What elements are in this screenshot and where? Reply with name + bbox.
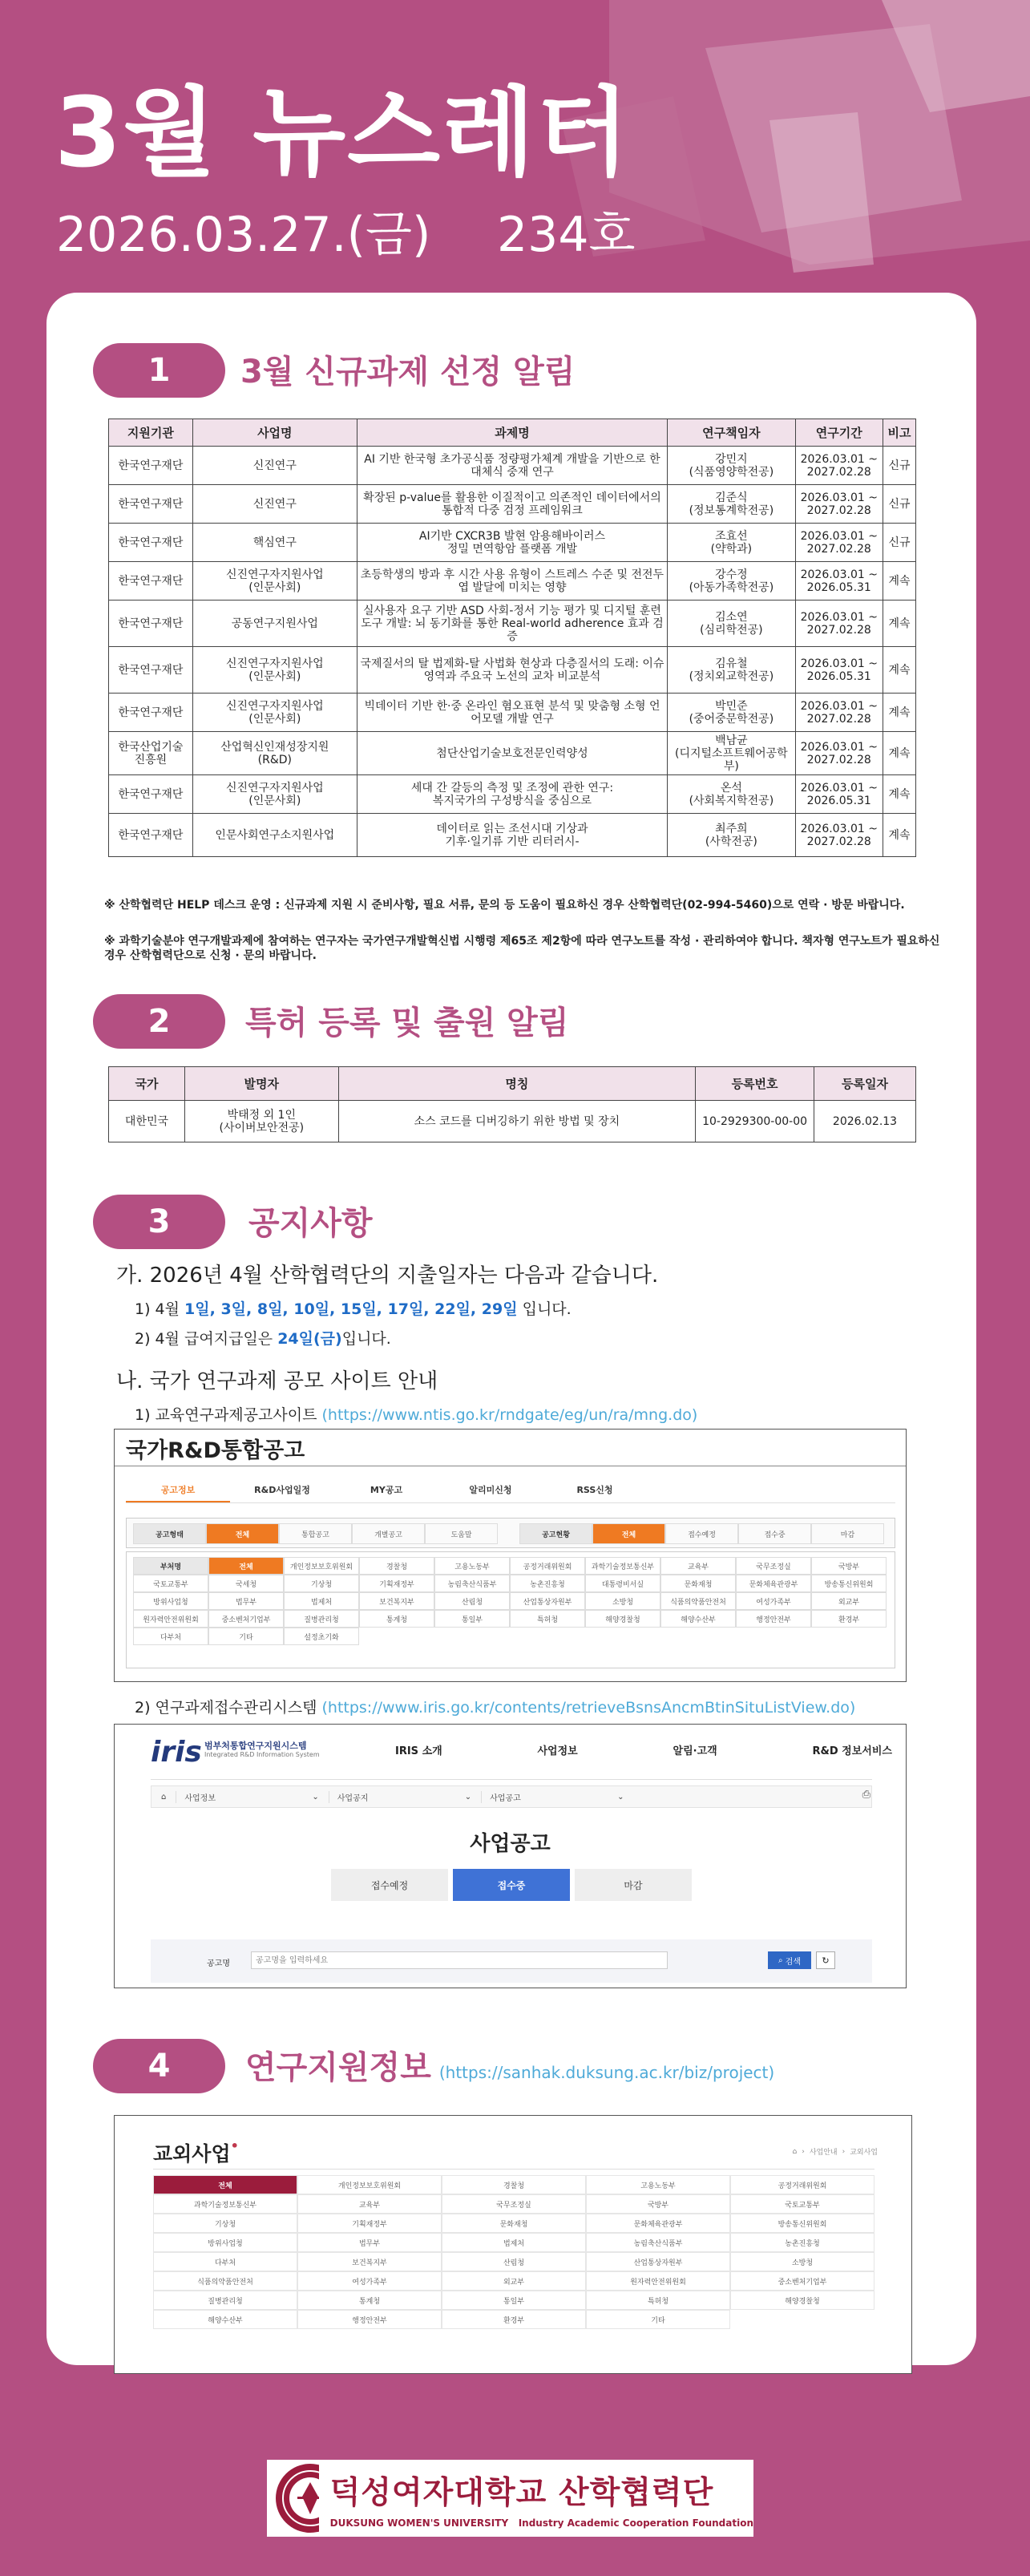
iris-breadcrumb [151,1785,872,1808]
cell-org: 한국연구재단 [109,524,193,562]
ntis-ministry-option[interactable]: 법제처 [284,1592,359,1610]
cell-pi: 백남균 (디지털소프트웨어공학부) [668,732,795,775]
duksung-category[interactable]: 외교부 [442,2271,586,2291]
notice-na: 나. 국가 연구과제 공모 사이트 안내 [116,1369,438,1393]
duksung-category[interactable]: 법무부 [297,2233,442,2252]
duksung-category[interactable]: 통계청 [297,2291,442,2310]
section-1-title: 3월 신규과제 선정 알림 [240,354,576,390]
cell-title: 확장된 p-value를 활용한 이질적이고 의존적인 데이터에서의 통합적 다중 검정 프레임워크 [357,485,667,524]
ntis-filter-option[interactable]: 도움말 [425,1523,498,1544]
iris-status-tabs [331,1869,692,1901]
duksung-category[interactable]: 기상청 [153,2214,297,2233]
duksung-category[interactable]: 행정안전부 [297,2310,442,2329]
ntis-ministry-option[interactable]: 국방부 [811,1557,887,1575]
cell-program: 인문사회연구소지원사업 [192,814,357,857]
ntis-tab[interactable]: 알리미신청 [469,1485,512,1495]
duksung-screenshot [114,2115,912,2374]
table-header-row [109,419,916,447]
ntis-ministry-option[interactable]: 해양수산부 [660,1610,736,1628]
ntis-ministry-option[interactable]: 중소벤처기업부 [208,1610,284,1628]
cell-note: 계속 [883,647,915,694]
notice-ga: 가. 2026년 4월 산학협력단의 지출일자는 다음과 같습니다. [116,1264,659,1288]
cell-country: 대한민국 [109,1101,185,1142]
duksung-category[interactable]: 공정거래위원회 [730,2175,874,2194]
column-header: 명칭 [338,1067,695,1101]
duksung-category[interactable]: 원자력안전위원회 [586,2271,730,2291]
newsletter-issue: 234호 [497,207,636,263]
cell-period: 2026.03.01 ~ 2026.05.31 [795,647,883,694]
cell-name: 소스 코드를 디버깅하기 위한 방법 및 장치 [338,1101,695,1142]
cell-org: 한국연구재단 [109,562,193,601]
cell-inventor: 박태정 외 1인 (사이버보안전공) [184,1101,338,1142]
cell-title: 빅데이터 기반 한·중 온라인 혐오표현 분석 및 맞춤형 소형 언어모델 개발 연구 [357,694,667,732]
cell-program: 공동연구지원사업 [192,601,357,647]
ntis-ministry-option[interactable]: 질병관리청 [284,1610,359,1628]
duksung-category[interactable]: 보건복지부 [297,2252,442,2271]
ntis-ministry-option[interactable]: 교육부 [660,1557,736,1575]
iris-logo: iris [151,1736,202,1769]
duksung-category[interactable]: 기획재정부 [297,2214,442,2233]
column-header: 지원기관 [109,419,193,447]
cell-period: 2026.03.01 ~ 2027.02.28 [795,814,883,857]
ntis-ministry-option[interactable]: 산림청 [434,1592,510,1610]
ntis-ministry-option[interactable]: 고용노동부 [434,1557,510,1575]
ntis-ministry-option[interactable]: 국무조정실 [736,1557,811,1575]
patent-header-row [109,1067,916,1101]
iris-tab[interactable]: 마감 [575,1869,692,1901]
cell-program: 신진연구자지원사업 (인문사회) [192,775,357,814]
cell-period: 2026.03.01 ~ 2027.02.28 [795,485,883,524]
ntis-ministry-option[interactable]: 방송통신위원회 [811,1575,887,1592]
cell-note: 계속 [883,601,915,647]
duksung-category[interactable]: 전체 [153,2175,297,2194]
duksung-category[interactable]: 산림청 [442,2252,586,2271]
ntis-filter-option[interactable]: 개별공고 [352,1523,425,1544]
ntis-ministry-option[interactable]: 여성가족부 [736,1592,811,1610]
iris-search-button[interactable] [768,1951,811,1969]
newsletter-title: 3월 뉴스레터 [55,78,631,189]
iris-logo-sub: 범부처통합연구지원시스템 [204,1741,307,1751]
ntis-ministry-option[interactable]: 문화재청 [660,1575,736,1592]
section-4-number: 4 [93,2039,225,2093]
refresh-icon[interactable]: ↻ [816,1951,835,1969]
iris-search-input[interactable] [251,1951,668,1969]
search-icon: ⌕ [778,1955,786,1965]
newsletter-date: 2026.03.27.(금) [56,207,431,263]
ntis-ministry-option[interactable]: 국세청 [208,1575,284,1592]
duksung-category[interactable]: 여성가족부 [297,2271,442,2291]
duksung-category[interactable]: 국무조정실 [442,2194,586,2214]
duksung-divider [153,2169,874,2170]
iris-menu-item[interactable]: 사업정보 [537,1745,578,1757]
help-desk-note: ※ 산학협력단 HELP 데스크 운영 : 신규과제 지원 시 준비사항, 필요 서류, 문의 등 도움이 필요하신 경우 산학협력단(02-994-5460)으로 연락 · 방문 바랍니다. [104,899,905,912]
ntis-ministry-option[interactable]: 보건복지부 [359,1592,434,1610]
chevron-down-icon[interactable]: ⌄ [617,1792,624,1802]
chevron-down-icon[interactable]: ⌄ [312,1792,319,1802]
column-header: 등록일자 [814,1067,916,1101]
notice-item-2-suffix: 입니다. [341,1330,391,1348]
section-4-title [245,2042,774,2088]
cell-date: 2026.02.13 [814,1101,916,1142]
cell-org: 한국연구재단 [109,601,193,647]
duksung-category[interactable]: 방위사업청 [153,2233,297,2252]
duksung-breadcrumb-item[interactable]: 교외사업 [850,2149,878,2157]
iris-divider [151,1779,872,1780]
ntis-ministry-option[interactable]: 식품의약품안전처 [660,1592,736,1610]
cell-title: 데이터로 읽는 조선시대 기상과 기후·일기류 기반 리터러시- [357,814,667,857]
cell-program: 신진연구자지원사업 (인문사회) [192,562,357,601]
table-row [109,562,916,601]
duksung-category[interactable]: 국방부 [586,2194,730,2214]
duksung-emblem-icon [272,2461,319,2535]
cell-pi: 김소연 (심리학전공) [668,601,795,647]
column-header: 연구기간 [795,419,883,447]
table-row [109,732,916,775]
ntis-ministry-option[interactable]: 기타 [208,1628,284,1645]
duksung-category[interactable]: 문화체육관광부 [586,2214,730,2233]
cell-note: 계속 [883,732,915,775]
ntis-ministry-option[interactable]: 특허청 [510,1610,585,1628]
column-header: 비고 [883,419,915,447]
ntis-filter-option[interactable]: 전체 [206,1523,279,1544]
duksung-category[interactable]: 고용노동부 [586,2175,730,2194]
iris-main-menu [395,1742,892,1757]
ntis-ministry-option[interactable]: 행정안전부 [736,1610,811,1628]
column-header: 사업명 [192,419,357,447]
expense-dates: 1일, 3일, 8일, 10일, 15일, 17일, 22일, 29일 [184,1300,518,1318]
notice-item-2-prefix: 2) 4월 급여지급일은 [135,1330,278,1348]
column-header: 발명자 [184,1067,338,1101]
cell-period: 2026.03.01 ~ 2027.02.28 [795,447,883,485]
ntis-ministry-option[interactable]: 산업통상자원부 [510,1592,585,1610]
cell-note: 계속 [883,562,915,601]
cell-pi: 강민지 (식품영양학전공) [668,447,795,485]
duksung-category[interactable]: 식품의약품안전처 [153,2271,297,2291]
cell-pi: 조효선 (약학과) [668,524,795,562]
ntis-filter-option[interactable]: 마감 [811,1523,884,1544]
ntis-filter-label: 공고형태 [133,1523,206,1544]
ntis-ministry-option[interactable]: 통일부 [434,1610,510,1628]
iris-search-label: 공고명 [207,1959,230,1968]
ntis-ministry-option[interactable]: 다부처 [133,1628,208,1645]
duksung-breadcrumb [793,2146,879,2157]
cell-org: 한국연구재단 [109,485,193,524]
cell-title: 세대 간 갈등의 측정 및 조정에 관한 연구: 복지국가의 구성방식을 중심으로 [357,775,667,814]
duksung-category[interactable]: 문화재청 [442,2214,586,2233]
cell-period: 2026.03.01 ~ 2027.02.28 [795,694,883,732]
section-3-number: 3 [93,1195,225,1249]
ntis-ministry-option[interactable]: 기획재정부 [359,1575,434,1592]
duksung-category[interactable]: 국토교통부 [730,2194,874,2214]
iris-tab[interactable]: 접수예정 [331,1869,448,1901]
ntis-tab[interactable]: R&D사업일정 [254,1485,310,1495]
cell-note: 신규 [883,524,915,562]
chevron-right-icon: › [802,2147,805,2156]
iris-logo-en: Integrated R&D Information System [204,1751,320,1758]
duksung-category[interactable]: 통일부 [442,2291,586,2310]
research-note-notice: ※ 과학기술분야 연구개발과제에 참여하는 연구자는 국가연구개발혁신법 시행령 제65조 제2항에 따라 연구노트를 작성 · 관리하여야 합니다. 책자형 연구노트가 필요하신 경우 산학협력단으로 신청 · 문의 바랍니다. [104,935,940,962]
cell-program: 핵심연구 [192,524,357,562]
cell-pi: 최주희 (사학전공) [668,814,795,857]
ntis-ministry-option[interactable]: 문화체육관광부 [736,1575,811,1592]
ntis-ministry-option[interactable]: 외교부 [811,1592,887,1610]
ntis-ministry-option[interactable]: 소방청 [585,1592,660,1610]
ntis-ministry-option[interactable]: 법무부 [208,1592,284,1610]
footer-en-foundation: Industry Academic Cooperation Foundation [518,2517,753,2529]
table-row [109,814,916,857]
ntis-ministry-option[interactable]: 환경부 [811,1610,887,1628]
table-row [109,601,916,647]
duksung-page-title: 교외사업• [153,2138,239,2166]
ntis-ministry-option[interactable]: 경찰청 [359,1557,434,1575]
table-row [109,647,916,694]
duksung-category[interactable]: 개인정보보호위원회 [297,2175,442,2194]
iris-breadcrumb-item[interactable]: 사업공지 [329,1791,481,1803]
ntis-filter-option[interactable]: 전체 [592,1523,665,1544]
site-2-link[interactable]: (https://www.iris.go.kr/contents/retrieveBsnsAncmBtinSituListView.do) [321,1699,856,1717]
site-2-label: 2) 연구과제접수관리시스템 [135,1699,317,1717]
notice-item-2 [135,1327,391,1349]
cell-note: 신규 [883,485,915,524]
iris-breadcrumb-item[interactable]: 사업공고 [481,1791,633,1803]
iris-menu-item[interactable]: R&D 정보서비스 [812,1745,892,1757]
iris-menu-item[interactable]: IRIS 소개 [395,1745,442,1757]
ntis-filter-option[interactable]: 통합공고 [279,1523,352,1544]
ntis-filter-label: 공고현황 [519,1523,592,1544]
cell-period: 2026.03.01 ~ 2027.02.28 [795,524,883,562]
section-2-title: 특허 등록 및 출원 알림 [245,1005,569,1041]
ntis-tabs [126,1479,895,1503]
new-projects-table [108,419,916,857]
cell-pi: 김준식 (정보통계학전공) [668,485,795,524]
iris-breadcrumb-item[interactable]: 사업정보 [176,1791,328,1803]
cell-program: 산업혁신인재성장지원 (R&D) [192,732,357,775]
table-row [109,775,916,814]
duksung-category[interactable]: 소방청 [730,2252,874,2271]
ntis-ministry-option[interactable]: 기상청 [284,1575,359,1592]
ntis-ministry-option[interactable]: 농림축산식품부 [434,1575,510,1592]
ntis-ministry-option[interactable]: 설정초기화 [284,1628,359,1645]
table-row [109,447,916,485]
section-4-link[interactable]: (https://sanhak.duksung.ac.kr/biz/project) [438,2063,775,2082]
site-1-link[interactable]: (https://www.ntis.go.kr/rndgate/eg/un/ra/mng.do) [321,1406,698,1424]
duksung-category[interactable]: 중소벤처기업부 [730,2271,874,2291]
cell-pi: 온석 (사회복지학전공) [668,775,795,814]
payday-date: 24일(금) [277,1330,342,1348]
ntis-ministry-option[interactable]: 공정거래위원회 [510,1557,585,1575]
site-2-line [135,1696,855,1717]
site-1-label: 1) 교육연구과제공고사이트 [135,1406,317,1424]
column-header: 과제명 [357,419,667,447]
ntis-ministry-option[interactable]: 방위사업청 [133,1592,208,1610]
duksung-category[interactable]: 질병관리청 [153,2291,297,2310]
ntis-title: 국가R&D통합공고 [126,1438,305,1463]
duksung-category[interactable]: 산업통상자원부 [586,2252,730,2271]
ntis-ministry-option[interactable]: 해양경찰청 [585,1610,660,1628]
duksung-category[interactable]: 다부처 [153,2252,297,2271]
cell-program: 신진연구자지원사업 (인문사회) [192,694,357,732]
duksung-category[interactable]: 과학기술정보통신부 [153,2194,297,2214]
duksung-category[interactable]: 경찰청 [442,2175,586,2194]
ntis-filter-label: 부처명 [133,1557,208,1575]
iris-page-title: 사업공고 [470,1832,551,1856]
cell-org: 한국연구재단 [109,775,193,814]
cell-period: 2026.03.01 ~ 2027.02.28 [795,601,883,647]
cell-title: 초등학생의 방과 후 시간 사용 유형이 스트레스 수준 및 전전두엽 발달에 미치는 영향 [357,562,667,601]
ntis-tab[interactable]: MY공고 [370,1485,403,1495]
cell-pi: 박민준 (중어중문학전공) [668,694,795,732]
ntis-ministry-option[interactable]: 전체 [208,1557,284,1575]
ntis-ministry-option[interactable]: 대통령비서실 [585,1575,660,1592]
ntis-filter-row1 [126,1518,895,1548]
print-icon[interactable]: ⎙ [862,1789,870,1801]
ntis-screenshot [114,1429,907,1682]
iris-search-button-label: 검색 [785,1957,802,1967]
footer-logo-block [267,2460,753,2537]
cell-org: 한국연구재단 [109,447,193,485]
patent-table [108,1066,916,1142]
cell-org: 한국연구재단 [109,647,193,694]
duksung-page-title-text: 교외사업 [153,2142,231,2166]
cell-program: 신진연구 [192,485,357,524]
iris-screenshot [114,1724,907,1988]
site-1-line [135,1403,697,1425]
ntis-ministry-option[interactable]: 개인정보보호위원회 [284,1557,359,1575]
iris-menu-item[interactable]: 알림·고객 [673,1745,717,1757]
ntis-ministry-option[interactable]: 농촌진흥청 [510,1575,585,1592]
chevron-down-icon[interactable]: ⌄ [464,1792,472,1802]
ntis-ministry-option[interactable]: 통계청 [359,1610,434,1628]
duksung-category[interactable]: 환경부 [442,2310,586,2329]
cell-note: 계속 [883,814,915,857]
duksung-category[interactable]: 해양경찰청 [730,2291,874,2310]
ntis-tab[interactable]: RSS신청 [576,1485,613,1495]
ntis-ministry-option[interactable]: 과학기술정보통신부 [585,1557,660,1575]
ntis-filter-option[interactable]: 접수중 [738,1523,811,1544]
duksung-category[interactable]: 해양수산부 [153,2310,297,2329]
ntis-ministry-panel [126,1551,895,1668]
iris-tab[interactable]: 접수중 [453,1869,570,1901]
ntis-filter-option[interactable]: 접수예정 [665,1523,738,1544]
ntis-ministry-option[interactable]: 국토교통부 [133,1575,208,1592]
cell-org: 한국연구재단 [109,814,193,857]
duksung-category[interactable]: 방송통신위원회 [730,2214,874,2233]
duksung-category[interactable]: 기타 [586,2310,730,2329]
table-row [109,1101,916,1142]
cell-program: 신진연구자지원사업 (인문사회) [192,647,357,694]
duksung-category[interactable]: 특허청 [586,2291,730,2310]
chevron-right-icon: › [842,2147,846,2156]
table-row [109,694,916,732]
column-header: 연구책임자 [668,419,795,447]
column-header: 등록번호 [696,1067,814,1101]
cell-program: 신진연구 [192,447,357,485]
table-row [109,524,916,562]
column-header: 국가 [109,1067,185,1101]
notice-item-1 [135,1297,572,1319]
cell-title: AI기반 CXCR3B 발현 암용해바이러스 정밀 면역항암 플랫폼 개발 [357,524,667,562]
duksung-category[interactable]: 농림축산식품부 [586,2233,730,2252]
cell-pi: 강수정 (아동가족학전공) [668,562,795,601]
table-row [109,485,916,524]
cell-title: 실사용자 요구 기반 ASD 사회-정서 기능 평가 및 디지털 훈련 도구 개발: 뇌 동기화를 통한 Real-world adherence 효과 검증 [357,601,667,647]
footer-org-name: 덕성여자대학교 산학협력단 [329,2475,714,2511]
section-2-number: 2 [93,994,225,1049]
cell-note: 계속 [883,775,915,814]
notice-item-1-prefix: 1) 4월 [135,1300,185,1318]
section-3-title: 공지사항 [248,1205,373,1242]
duksung-category[interactable]: 농촌진흥청 [730,2233,874,2252]
cell-title: AI 기반 한국형 초가공식품 정량평가체계 개발을 기반으로 한 대체식 중재 연구 [357,447,667,485]
footer-en-university: DUKSUNG WOMEN'S UNIVERSITY [329,2517,509,2529]
home-icon[interactable]: ⌂ [161,1792,167,1802]
cell-title: 첨단산업기술보호전문인력양성 [357,732,667,775]
cell-period: 2026.03.01 ~ 2026.05.31 [795,775,883,814]
ntis-ministry-option[interactable]: 원자력안전위원회 [133,1610,208,1628]
cell-number: 10-2929300-00-00 [696,1101,814,1142]
cell-org: 한국산업기술 진흥원 [109,732,193,775]
duksung-category-grid [153,2175,874,2329]
duksung-category[interactable]: 교육부 [297,2194,442,2214]
cell-org: 한국연구재단 [109,694,193,732]
duksung-category[interactable]: 법제처 [442,2233,586,2252]
ntis-tab[interactable]: 공고정보 [126,1479,230,1502]
cell-period: 2026.03.01 ~ 2026.05.31 [795,562,883,601]
cell-period: 2026.03.01 ~ 2027.02.28 [795,732,883,775]
duksung-breadcrumb-item[interactable]: 사업안내 [809,2149,838,2157]
section-1-number: 1 [93,343,225,398]
cell-title: 국제질서의 탈 법제화-탈 사법화 현상과 다층질서의 도래: 이슈 영역과 주요국 노선의 교차 비교분석 [357,647,667,694]
iris-search-bar [151,1939,872,1983]
home-icon[interactable]: ⌂ [792,2147,798,2156]
section-4-title-text: 연구지원정보 [245,2049,431,2086]
notice-item-1-suffix: 입니다. [517,1300,572,1318]
cell-note: 계속 [883,694,915,732]
cell-pi: 김유철 (정치외교학전공) [668,647,795,694]
cell-note: 신규 [883,447,915,485]
